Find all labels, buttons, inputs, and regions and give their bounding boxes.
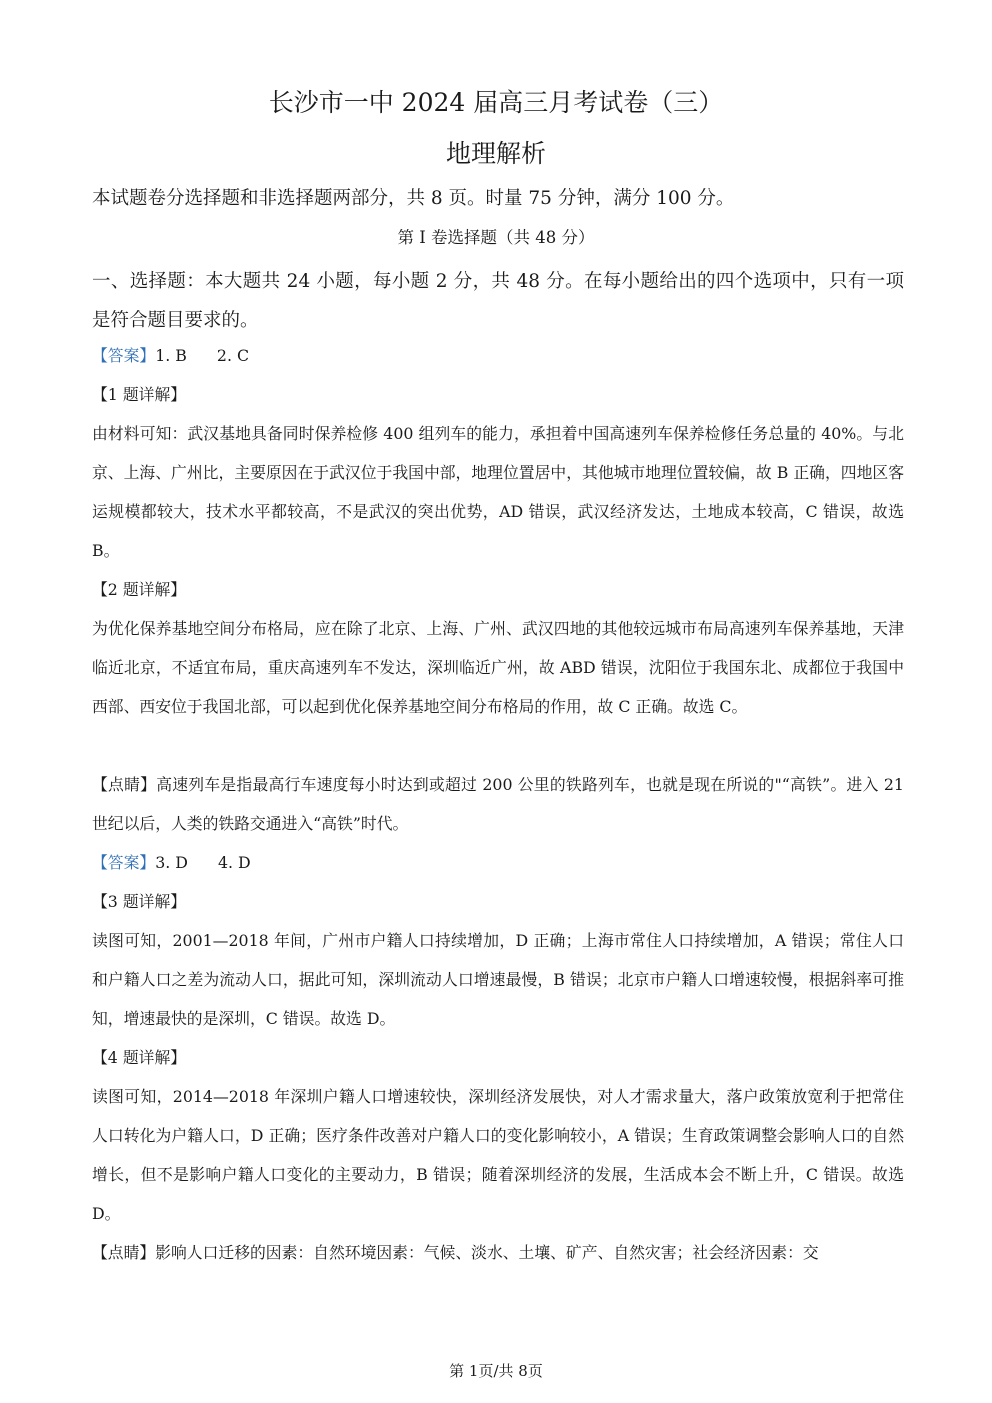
tip-label: 【点睛】	[92, 775, 157, 794]
answer-1: 1. B	[155, 346, 187, 365]
page-footer: 第 1页/共 8页	[449, 1362, 543, 1380]
document-title: 长沙市一中 2024 届高三月考试卷（三）	[268, 88, 724, 117]
answer-2: 2. C	[216, 346, 250, 365]
answer-4: 4. D	[217, 853, 251, 872]
q4-explanation: 读图可知，2014—2018 年深圳户籍人口增速较快，深圳经济发展快，对人才需求量大，落户政策放宽利于把常住人口转化为户籍人口，D 正确；医疗条件改善对户籍人口的变化影响较小，A 错误；生育政策调整会影响人口的自然增长，但不是影响户籍人口变化的主要动力，B 错误；随着深圳经济的发展，生活成本会不断上升，C 错误。故选 D。	[92, 1087, 904, 1223]
q2-explanation: 为优化保养基地空间分布格局，应在除了北京、上海、广州、武汉四地的其他较远城市布局高速列车保养基地，天津临近北京，不适宜布局，重庆高速列车不发达，深圳临近广州，故 ABD 错误，沈阳位于我国东北、成都位于我国中西部、西安位于我国北部，可以起到优化保养基地空间分布格局的作用，故 C 正确。故选 C。	[92, 619, 904, 716]
q3-explanation: 读图可知，2001—2018 年间，广州市户籍人口持续增加，D 正确；上海市常住人口持续增加，A 错误；常住人口和户籍人口之差为流动人口，据此可知，深圳流动人口增速最慢，B 错误；北京市户籍人口增速较慢，根据斜率可推知，增速最快的是深圳，C 错误。故选 D。	[92, 931, 904, 1028]
q2-heading: 【2 题详解】	[92, 580, 187, 599]
tip-text: 高速列车是指最高行车速度每小时达到或超过 200 公里的铁路列车，也就是现在所说的"“高铁”。进入 21 世纪以后，人类的铁路交通进入“高铁”时代。	[92, 775, 904, 833]
answer-label: 【答案】	[92, 346, 156, 365]
section-heading: 第 I 卷选择题（共 48 分）	[397, 228, 595, 247]
q1-heading: 【1 题详解】	[92, 385, 187, 404]
answer-3: 3. D	[155, 853, 188, 872]
document-subtitle: 地理解析	[445, 139, 546, 168]
q3-heading: 【3 题详解】	[92, 892, 187, 911]
tip-2	[92, 1233, 904, 1272]
section-instruction: 一、选择题：本大题共 24 小题，每小题 2 分，共 48 分。在每小题给出的四个选项中，只有一项是符合题目要求的。	[92, 271, 904, 331]
answer-line-2	[92, 843, 904, 882]
answer-label: 【答案】	[92, 853, 156, 872]
q1-explanation: 由材料可知：武汉基地具备同时保养检修 400 组列车的能力，承担着中国高速列车保养检修任务总量的 40%。与北京、上海、广州比，主要原因在于武汉位于我国中部，地理位置居中，其他城市地理位置较偏，故 B 正确，四地区客运规模都较大，技术水平都较高，不是武汉的突出优势，AD 错误，武汉经济发达，土地成本较高，C 错误，故选 B。	[92, 424, 904, 560]
tip-1	[92, 765, 904, 843]
answer-line-1	[92, 336, 904, 375]
tip-label: 【点睛】	[92, 1243, 156, 1262]
q4-heading: 【4 题详解】	[92, 1048, 187, 1067]
exam-intro: 本试题卷分选择题和非选择题两部分，共 8 页。时量 75 分钟，满分 100 分。	[92, 188, 735, 209]
tip-text: 影响人口迁移的因素：自然环境因素：气候、淡水、土壤、矿产、自然灾害；社会经济因素：交	[155, 1243, 819, 1262]
